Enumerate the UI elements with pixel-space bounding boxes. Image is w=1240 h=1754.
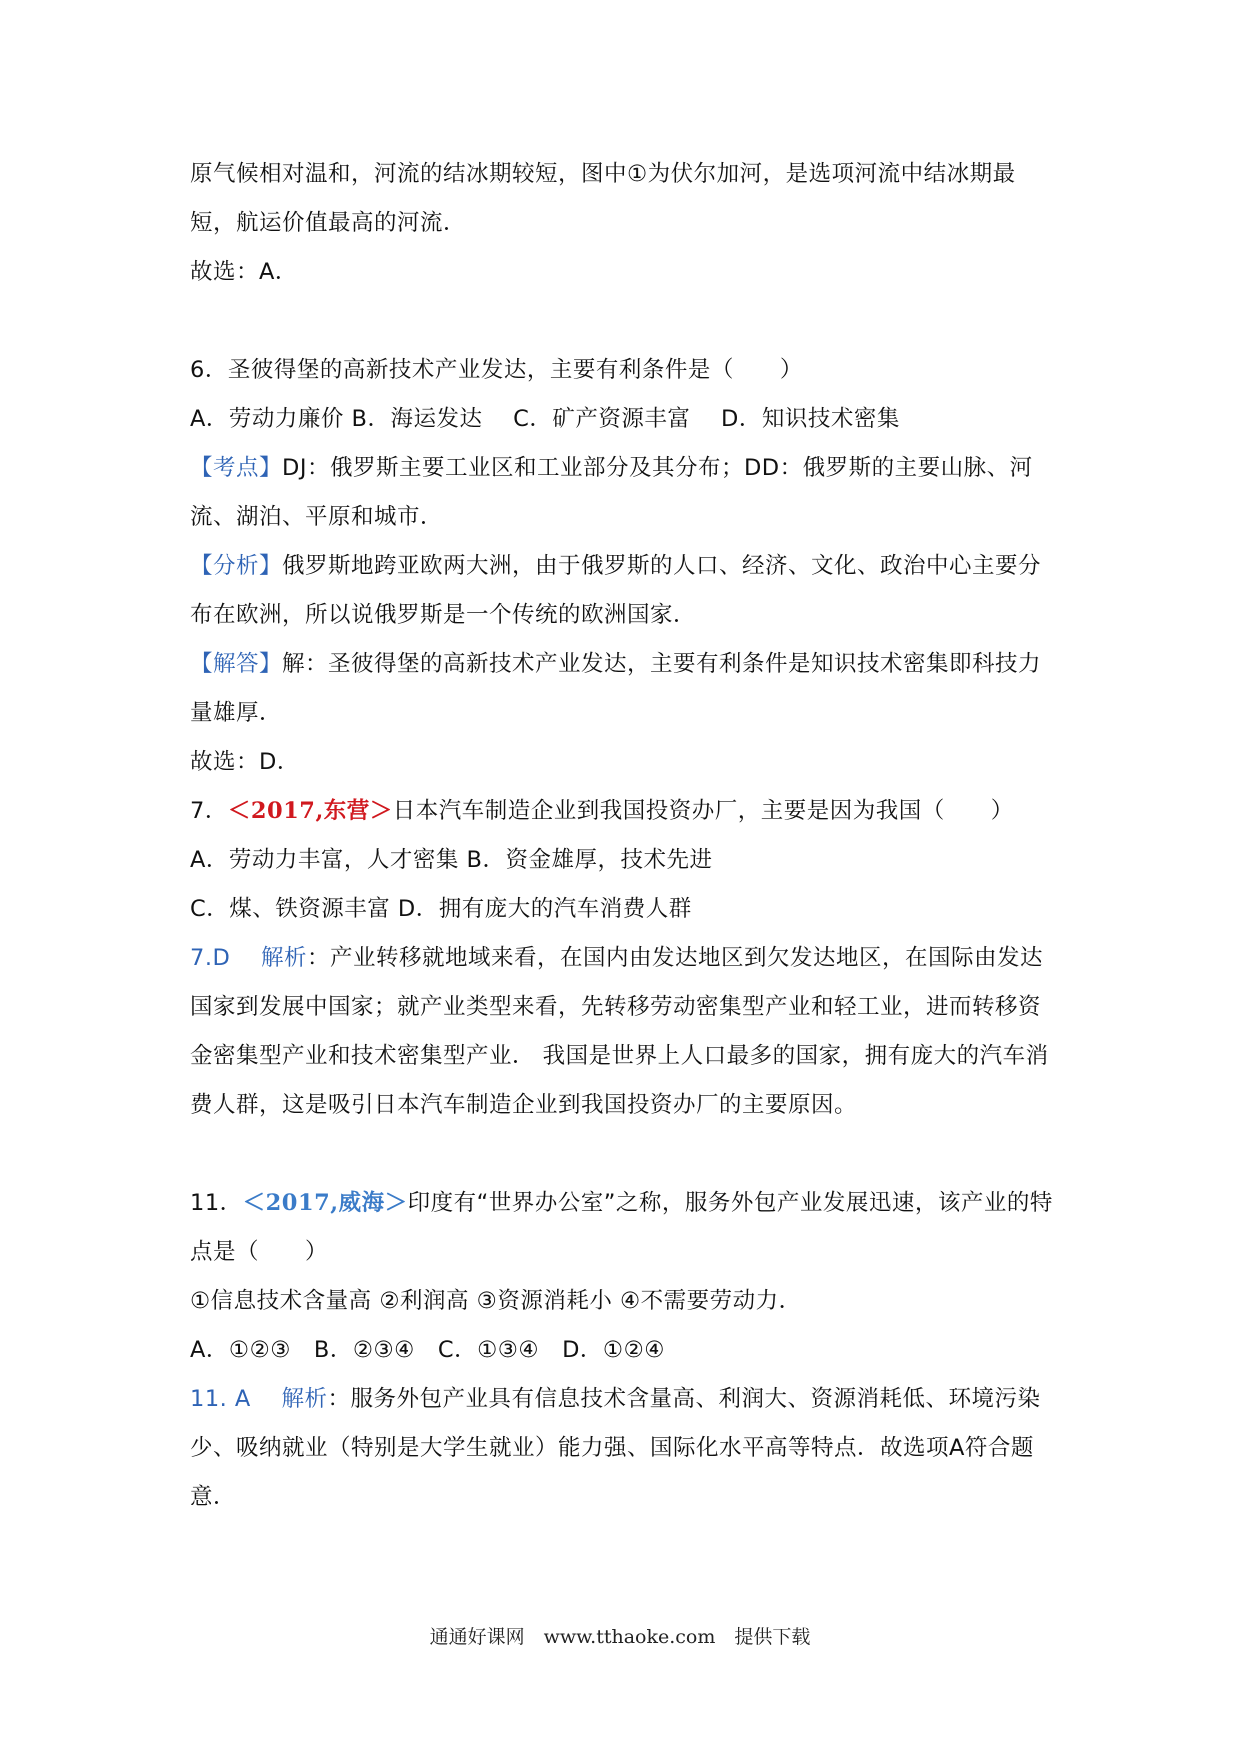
question-7-stem: [190, 787, 1060, 836]
question-6-stem: 6．圣彼得堡的高新技术产业发达，主要有利条件是（ ）: [190, 357, 803, 383]
question-7-text: 日本汽车制造企业到我国投资办厂，主要是因为我国（ ）: [392, 798, 1014, 824]
spacer: [190, 297, 1060, 346]
question-7-analysis-text: ：产业转移就地域来看，在国内由发达地区到欠发达地区，在国际由发达国家到发展中国家；就产业类型来看，先转移劳动密集型产业和轻工业，进而转移资金密集型产业和技术密集型产业． 我国是世界上人口最多的国家，拥有庞大的汽车消费人群，这是吸引日本汽车制造企业到我国投资办厂的主要原因。: [190, 945, 1049, 1118]
kaodian-tag: 【考点】: [190, 455, 283, 481]
question-6-fenxi: [190, 542, 1060, 640]
document-body: [190, 150, 1060, 1522]
paragraph-q5-analysis: 原气候相对温和，河流的结冰期较短，图中①为伏尔加河，是选项河流中结冰期最短，航运价值最高的河流．: [190, 161, 1016, 236]
question-7-options-ab: A．劳动力丰富，人才密集 B．资金雄厚，技术先进: [190, 847, 713, 873]
question-7-analysis: [190, 934, 1060, 1130]
kaodian-text: DJ：俄罗斯主要工业区和工业部分及其分布；DD：俄罗斯的主要山脉、河流、湖泊、平原和城市．: [190, 455, 1033, 530]
question-6-jieda: [190, 640, 1060, 738]
question-11-options: A．①②③ B．②③④ C．①③④ D．①②④: [190, 1337, 665, 1363]
spacer: [190, 1130, 1060, 1179]
question-11-analysis-text: ：服务外包产业具有信息技术含量高、利润大、资源消耗低、环境污染少、吸纳就业（特别是大学生就业）能力强、国际化水平高等特点．故选项A符合题意．: [190, 1386, 1041, 1510]
fenxi-tag: 【分析】: [190, 553, 283, 579]
question-7-source: ＜2017,东营＞: [227, 798, 393, 824]
question-7-options-cd: C．煤、铁资源丰富 D．拥有庞大的汽车消费人群: [190, 896, 692, 922]
question-11-source: ＜2017,威海＞: [242, 1190, 408, 1216]
jieda-text: 解：圣彼得堡的高新技术产业发达，主要有利条件是知识技术密集即科技力量雄厚．: [190, 651, 1042, 726]
question-7-number: 7．: [190, 798, 228, 824]
question-11-number: 11．: [190, 1190, 243, 1216]
question-11-answer-label: 11. A 解析: [190, 1386, 328, 1412]
question-11-items: ①信息技术含量高 ②利润高 ③资源消耗小 ④不需要劳动力．: [190, 1288, 802, 1314]
question-6-answer: 故选：D．: [190, 749, 300, 775]
question-11-analysis: [190, 1375, 1060, 1522]
paragraph-q5-answer: 故选：A．: [190, 259, 298, 285]
page-footer: 通通好课网 www.tthaoke.com 提供下载: [429, 1626, 811, 1648]
question-7-answer-label: 7.D 解析: [190, 945, 307, 971]
question-11-stem: [190, 1179, 1060, 1277]
question-11-text: 印度有“世界办公室”之称，服务外包产业发展迅速，该产业的特点是（ ）: [190, 1190, 1053, 1265]
question-6-options: A．劳动力廉价 B．海运发达 C．矿产资源丰富 D．知识技术密集: [190, 406, 900, 432]
fenxi-text: 俄罗斯地跨亚欧两大洲，由于俄罗斯的人口、经济、文化、政治中心主要分布在欧洲，所以说俄罗斯是一个传统的欧洲国家．: [190, 553, 1042, 628]
jieda-tag: 【解答】: [190, 651, 283, 677]
question-6-kaodian: [190, 444, 1060, 542]
